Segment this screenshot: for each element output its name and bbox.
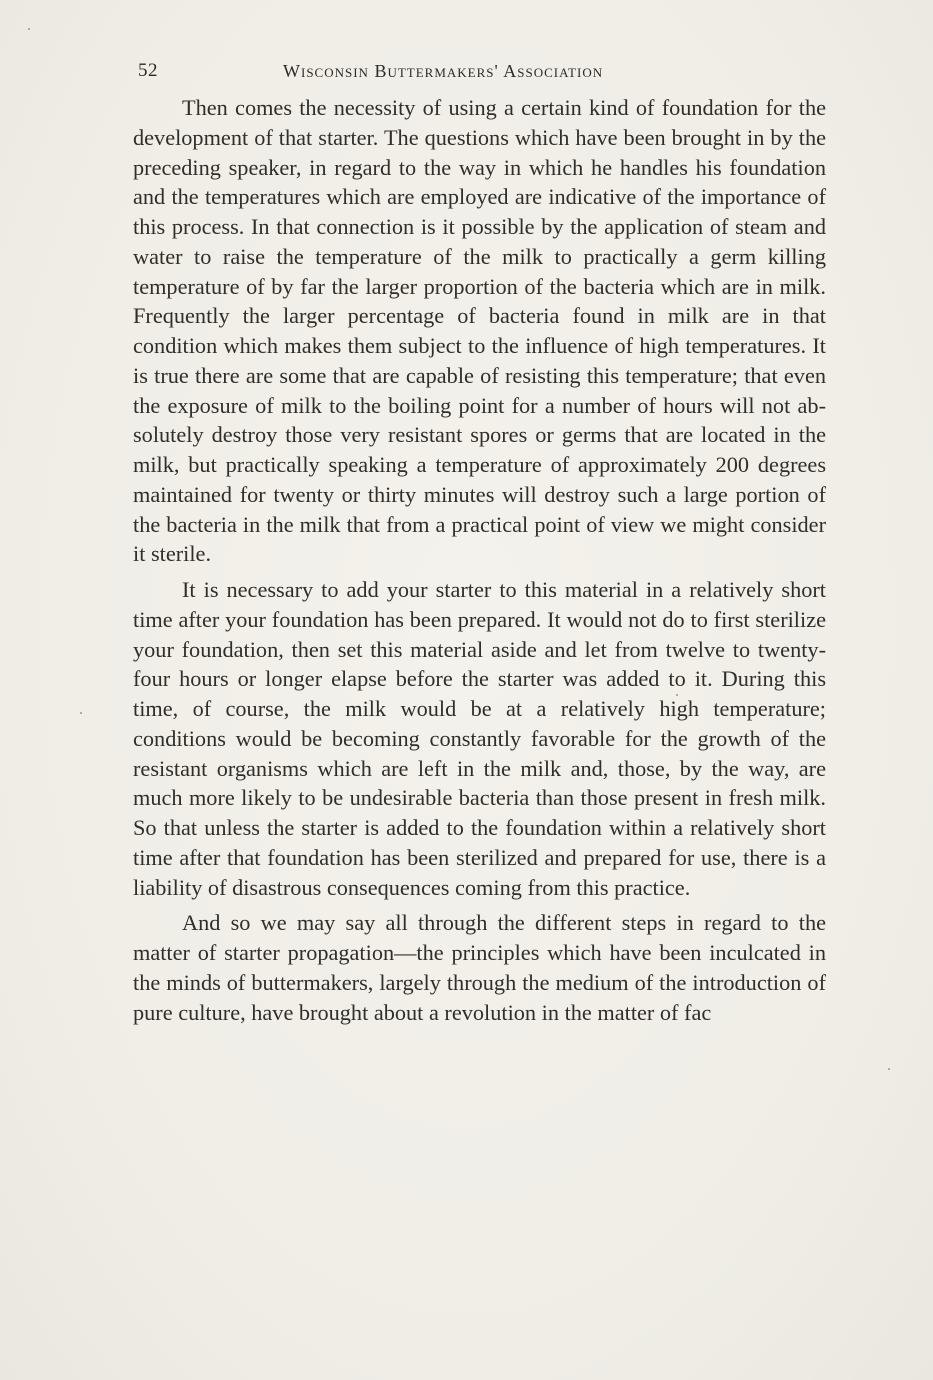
- paper-speck: [888, 1068, 890, 1070]
- page-number: 52: [138, 60, 158, 81]
- paragraph-2: It is necessary to add your starter to this material in a relatively short time after your foundation has been prepared. It would not do to first sterilize your foundation, then set this material aside and let from twelve to twenty-four hours or longer elapse before the starter was added to it. During this time, of course, the milk would be at a relatively high temperature; conditions would be becoming constantly favorable for the growth of the resistant organisms which are left in the milk and, those, by the way, are much more likely to be undesirable bacteria than those present in fresh milk. So that unless the starter is added to the foundation within a relatively short time after that foundation has been sterilized and prepared for use, there is a liability of disastrous consequences coming from this practice.: [133, 577, 826, 900]
- paper-speck: [80, 712, 82, 714]
- paragraph-3: And so we may say all through the different steps in regard to the matter of starter propagation—the principles which have been inculcated in the minds of buttermakers, largely through the medium of the introduction of pure culture, have brought about a revolution in the matter of fac: [133, 910, 826, 1025]
- paper-speck: [28, 28, 30, 30]
- body-text: [133, 93, 826, 1027]
- running-head: [133, 60, 826, 84]
- paragraph-1: Then comes the necessity of using a certain kind of foundation for the development of that starter. The questions which have been brought in by the preceding speaker, in regard to the way in which he handles his foundation and the temperatures which are employed are indicative of the importance of this process. In that connection is it possible by the application of steam and water to raise the temperature of the milk to practically a germ killing temperature of by far the larger proportion of the bacteria which are in milk. Frequently the larger percentage of bacteria found in milk are in that condition which makes them subject to the influence of high temperatures. It is true there are some that are capable of resisting this temperature; that even the exposure of milk to the boiling point for a number of hours will not absolutely destroy those very resistant spores or germs that are located in the milk, but practically speaking a temperature of approximately 200 degrees maintained for twenty or thirty minutes will destroy such a large portion of the bacteria in the milk that from a practical point of view we might consider it sterile.: [133, 95, 826, 567]
- paper-speck: [676, 694, 678, 696]
- journal-title: Wisconsin Buttermakers' Association: [283, 61, 604, 81]
